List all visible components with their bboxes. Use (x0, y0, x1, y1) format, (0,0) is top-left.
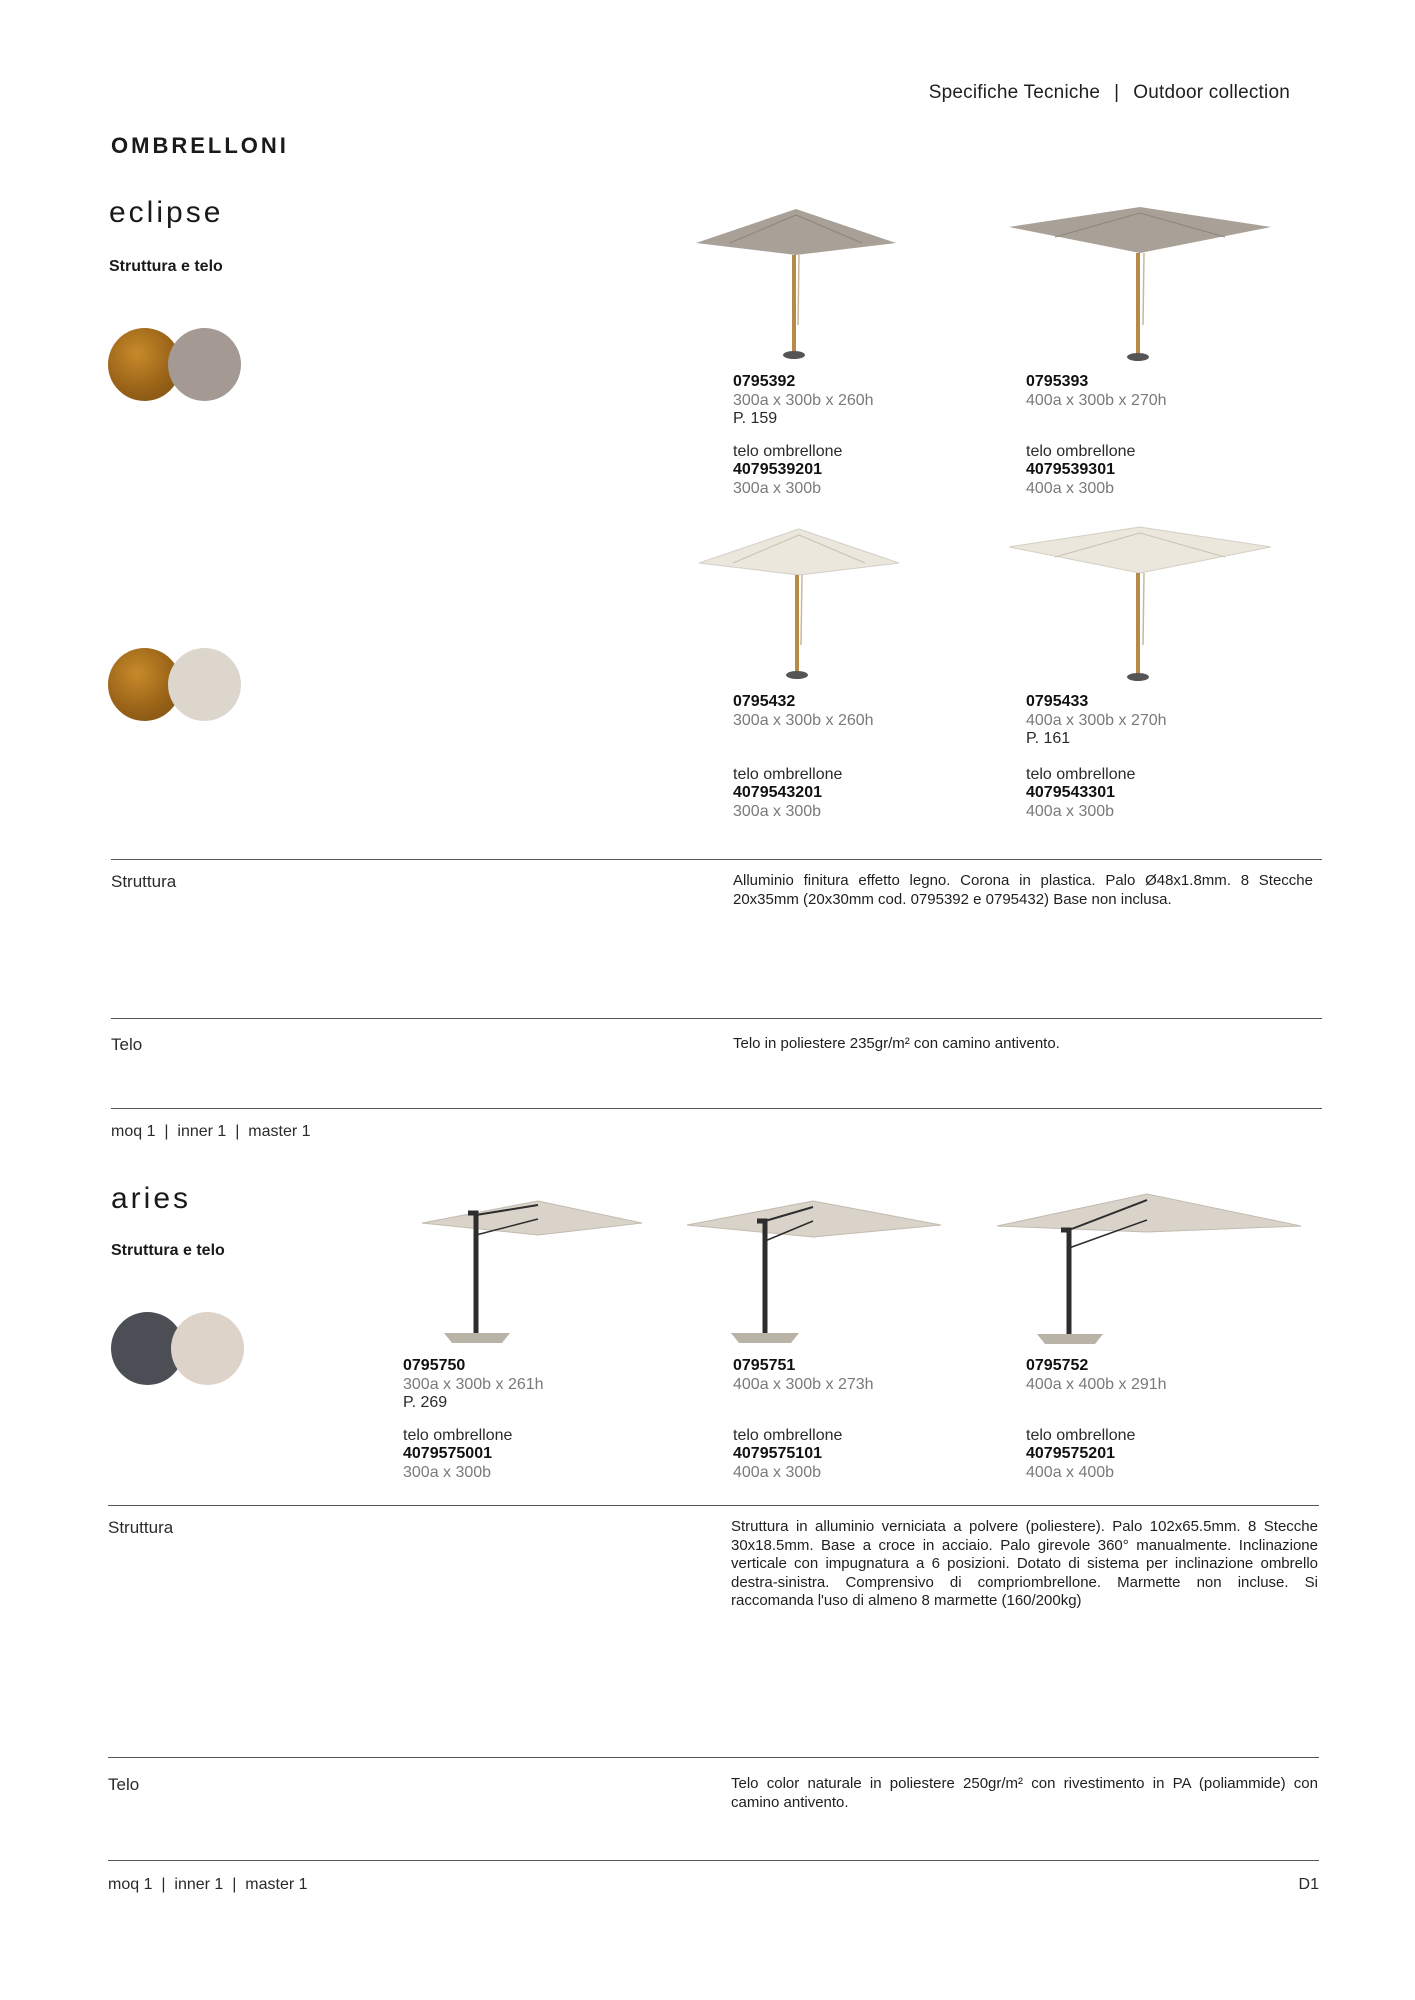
spec-label-telo: Telo (111, 1035, 143, 1054)
header-collection: Outdoor collection (1133, 82, 1290, 103)
umbrella-image-0795433 (1005, 525, 1275, 685)
umbrella-image-0795432 (693, 525, 903, 685)
spec-text-telo: Telo color naturale in poliestere 250gr/m² con rivestimento in PA (poliammide) con camino antivento. (731, 1775, 1318, 1811)
telo-code: 4079575101 (733, 1445, 822, 1462)
umbrella-image-0795750 (420, 1195, 650, 1345)
product-page-ref: P. 269 (403, 1394, 448, 1411)
page-header (929, 82, 1290, 104)
product-code: 0795393 (1026, 373, 1089, 390)
product-page-ref: P. 159 (733, 410, 778, 427)
product-info (733, 1357, 983, 1482)
telo-label: telo ombrellone (1026, 765, 1136, 783)
telo-code: 4079539301 (1026, 461, 1115, 478)
spec-label-struttura: Struttura (108, 1518, 174, 1537)
spec-text-struttura: Alluminio finitura effetto legno. Corona in plastica. Palo Ø48x1.8mm. 8 Stecche 20x35mm (20x30mm cod. 0795392 e 0795432) Base non inclusa. (733, 872, 1313, 908)
product-dimensions: 400a x 400b x 291h (1026, 1375, 1167, 1393)
umbrella-image-0795393 (1005, 205, 1275, 365)
telo-dimensions: 300a x 300b (733, 479, 822, 497)
aries-sublabel: Struttura e telo (111, 1242, 225, 1259)
header-section: Specifiche Tecniche (928, 82, 1101, 103)
product-info (1026, 1357, 1276, 1482)
moq-info: moq 1 | inner 1 | master 1 (111, 1123, 311, 1140)
divider (111, 859, 1322, 860)
page-number: D1 (1298, 1876, 1319, 1893)
spec-text-telo: Telo in poliestere 235gr/m² con camino antivento. (733, 1035, 1060, 1052)
swatch-cream (168, 648, 241, 721)
product-code: 0795432 (733, 693, 796, 710)
telo-label: telo ombrellone (1026, 1426, 1136, 1444)
spec-label-struttura: Struttura (111, 872, 177, 891)
telo-code: 4079575201 (1026, 1445, 1115, 1462)
moq-info: moq 1 | inner 1 | master 1 (108, 1876, 308, 1893)
product-dimensions: 400a x 300b x 273h (733, 1375, 874, 1393)
divider (111, 1018, 1322, 1019)
product-code: 0795751 (733, 1357, 796, 1374)
telo-dimensions: 300a x 300b (403, 1463, 492, 1481)
telo-code: 4079543201 (733, 784, 822, 801)
divider (108, 1505, 1319, 1506)
telo-label: telo ombrellone (733, 1426, 843, 1444)
spec-text-struttura: Struttura in alluminio verniciata a polvere (poliestere). Palo 102x65.5mm. 8 Stecche 30x18.5mm. Base a croce in acciaio. Palo girevole 360° manualmente. Inclinazione verticale con impugnatura a 6 posizioni. Dotato di sistema per inclinazione ombrello destra-sinistra. Comprensivo di compriombrellone. Marmette non incluse. Si raccomanda l'uso di almeno 8 marmette (160/200kg) (731, 1518, 1318, 1609)
product-code: 0795433 (1026, 693, 1089, 710)
telo-dimensions: 300a x 300b (733, 802, 822, 820)
umbrella-image-0795752 (995, 1190, 1305, 1345)
product-dimensions: 300a x 300b x 260h (733, 711, 874, 729)
telo-dimensions: 400a x 400b (1026, 1463, 1115, 1481)
divider (111, 1108, 1322, 1109)
divider (108, 1757, 1319, 1758)
model-title-eclipse: eclipse (109, 196, 224, 229)
product-info (1026, 693, 1276, 821)
product-code: 0795752 (1026, 1357, 1089, 1374)
swatch-taupe (168, 328, 241, 401)
telo-code: 4079575001 (403, 1445, 492, 1462)
umbrella-image-0795751 (685, 1195, 945, 1345)
telo-label: telo ombrellone (403, 1426, 513, 1444)
telo-dimensions: 400a x 300b (1026, 802, 1115, 820)
product-dimensions: 300a x 300b x 261h (403, 1375, 544, 1393)
telo-label: telo ombrellone (1026, 442, 1136, 460)
telo-label: telo ombrellone (733, 442, 843, 460)
product-info (733, 373, 983, 498)
product-code: 0795392 (733, 373, 796, 390)
umbrella-image-0795392 (690, 205, 900, 365)
eclipse-sublabel: Struttura e telo (109, 258, 223, 275)
telo-dimensions: 400a x 300b (1026, 479, 1115, 497)
category-title: OMBRELLONI (111, 133, 289, 158)
telo-label: telo ombrellone (733, 765, 843, 783)
product-dimensions: 400a x 300b x 270h (1026, 711, 1167, 729)
product-dimensions: 400a x 300b x 270h (1026, 391, 1167, 409)
swatch-sand (171, 1312, 244, 1385)
telo-code: 4079539201 (733, 461, 822, 478)
model-title-aries: aries (111, 1182, 192, 1215)
product-dimensions: 300a x 300b x 260h (733, 391, 874, 409)
telo-code: 4079543301 (1026, 784, 1115, 801)
spec-label-telo: Telo (108, 1775, 140, 1794)
product-code: 0795750 (403, 1357, 466, 1374)
product-info (733, 693, 983, 821)
telo-dimensions: 400a x 300b (733, 1463, 822, 1481)
header-separator: | (1114, 82, 1120, 103)
product-info (1026, 373, 1276, 498)
divider (108, 1860, 1319, 1861)
product-page-ref: P. 161 (1026, 730, 1071, 747)
product-info (403, 1357, 653, 1482)
